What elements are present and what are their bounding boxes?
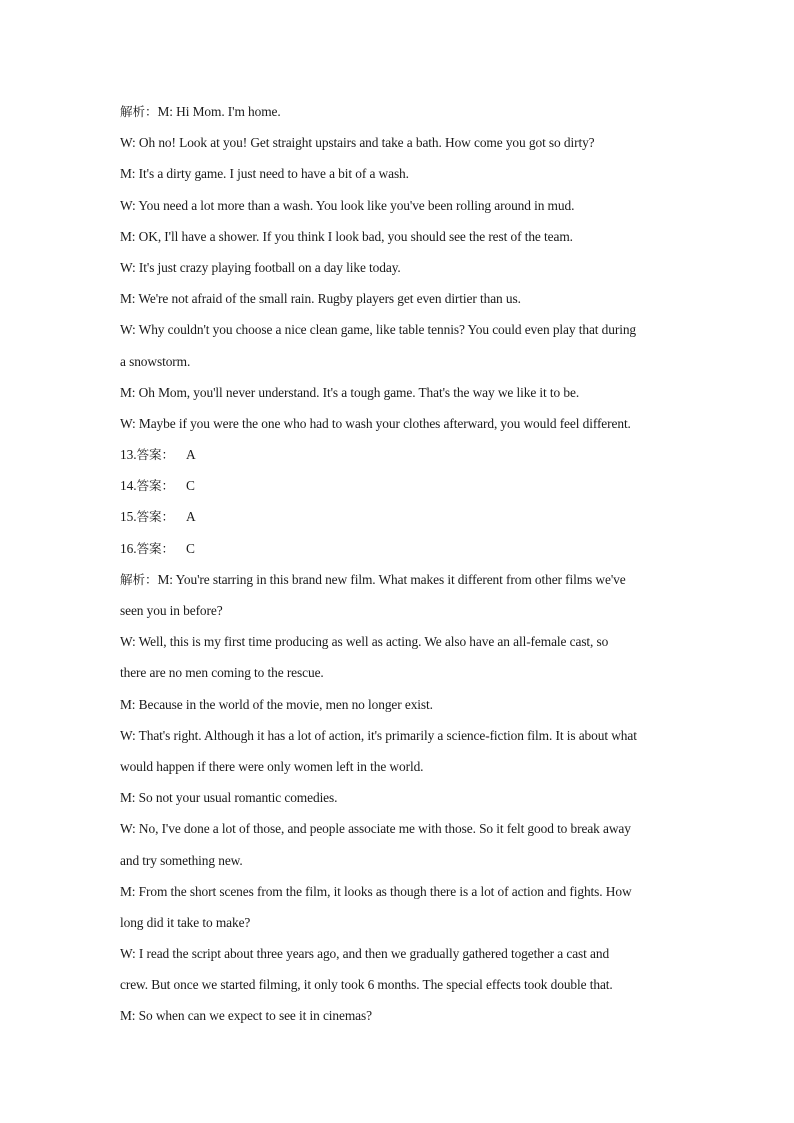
- answer-label: 答案：: [136, 478, 174, 494]
- dialogue-line: W: Maybe if you were the one who had to wash your clothes afterward, you would feel different.: [120, 415, 631, 431]
- document-page: [120, 96, 690, 1032]
- answer-label: 答案：: [136, 447, 174, 463]
- dialogue-line: there are no men coming to the rescue.: [120, 665, 324, 681]
- analysis-line: [120, 96, 690, 127]
- answer-value: C: [185, 540, 195, 556]
- analysis-label: 解析：: [120, 571, 158, 587]
- dialogue-line: a snowstorm.: [120, 353, 191, 369]
- dialogue-line: M: Oh Mom, you'll never understand. It's a tough game. That's the way we like it to be.: [120, 384, 580, 400]
- dialogue-line: M: Because in the world of the movie, men no longer exist.: [120, 696, 433, 712]
- dialogue-text: M: You're starring in this brand new film. What makes it different from other films we've: [157, 571, 626, 587]
- dialogue-line: M: So not your usual romantic comedies.: [120, 790, 338, 806]
- dialogue-line: M: So when can we expect to see it in cinemas?: [120, 1008, 372, 1024]
- answer-label: 答案：: [136, 540, 174, 556]
- answer-value: A: [185, 447, 196, 463]
- answer-line: [120, 470, 690, 501]
- dialogue-line: W: Well, this is my first time producing as well as acting. We also have an all-female cast, so: [120, 634, 609, 650]
- dialogue-line: W: I read the script about three years ago, and then we gradually gathered together a cast and: [120, 946, 610, 962]
- dialogue-line: W: It's just crazy playing football on a day like today.: [120, 259, 401, 275]
- dialogue-line: long did it take to make?: [120, 914, 251, 930]
- dialogue-text: M: Hi Mom. I'm home.: [157, 104, 281, 119]
- answer-line: [120, 501, 690, 532]
- dialogue-line: crew. But once we started filming, it only took 6 months. The special effects took double that.: [120, 977, 613, 993]
- dialogue-line: seen you in before?: [120, 603, 223, 618]
- answer-line: [120, 439, 690, 470]
- dialogue-line: M: We're not afraid of the small rain. Rugby players get even dirtier than us.: [120, 291, 521, 307]
- answer-label: 答案：: [136, 509, 174, 525]
- answer-number: 14.: [120, 478, 137, 494]
- analysis-label: 解析：: [120, 104, 158, 119]
- dialogue-line: W: Why couldn't you choose a nice clean game, like table tennis? You could even play that during: [120, 322, 637, 338]
- dialogue-line: W: No, I've done a lot of those, and people associate me with those. So it felt good to break away: [120, 821, 631, 837]
- answer-value: A: [185, 509, 196, 525]
- dialogue-line: W: Oh no! Look at you! Get straight upstairs and take a bath. How come you got so dirty?: [120, 135, 595, 151]
- answer-number: 16.: [120, 540, 137, 556]
- analysis-line: [120, 564, 690, 595]
- dialogue-line: M: OK, I'll have a shower. If you think I look bad, you should see the rest of the team.: [120, 228, 573, 244]
- answer-value: C: [185, 478, 195, 494]
- answer-number: 15.: [120, 509, 137, 525]
- dialogue-line: M: From the short scenes from the film, it looks as though there is a lot of action and fights. How: [120, 883, 632, 899]
- dialogue-line: M: It's a dirty game. I just need to have a bit of a wash.: [120, 166, 409, 182]
- answer-line: [120, 533, 690, 564]
- dialogue-line: W: You need a lot more than a wash. You look like you've been rolling around in mud.: [120, 197, 575, 213]
- dialogue-line: W: That's right. Although it has a lot of action, it's primarily a science-fiction film. It is about what: [120, 727, 637, 743]
- dialogue-line: and try something new.: [120, 852, 243, 868]
- dialogue-line: would happen if there were only women left in the world.: [120, 758, 424, 774]
- answer-number: 13.: [120, 447, 137, 463]
